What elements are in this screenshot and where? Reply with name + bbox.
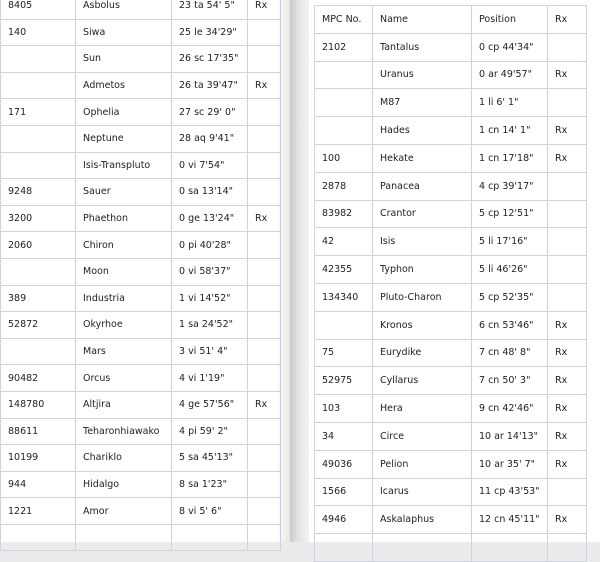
table-row bbox=[315, 228, 587, 256]
mpc-cell: 49036 bbox=[315, 450, 373, 478]
position-cell: 10 ar 14'13" bbox=[472, 422, 548, 450]
header-name: Name bbox=[373, 6, 472, 34]
mpc-cell: 944 bbox=[1, 471, 76, 498]
table-row bbox=[315, 478, 587, 506]
position-cell bbox=[172, 524, 248, 551]
name-cell: Isis-Transpluto bbox=[76, 152, 172, 179]
rx-cell: Rx bbox=[548, 367, 587, 395]
table-row bbox=[1, 125, 281, 152]
name-cell: Industria bbox=[76, 285, 172, 312]
position-cell: 4 pi 59' 2" bbox=[172, 418, 248, 445]
name-cell: Askalaphus bbox=[373, 506, 472, 534]
mpc-cell bbox=[1, 258, 76, 285]
position-cell: 5 cp 52'35" bbox=[472, 283, 548, 311]
name-cell: Hidalgo bbox=[76, 471, 172, 498]
position-cell: 5 sa 45'13" bbox=[172, 445, 248, 472]
position-cell: 12 cn 45'11" bbox=[472, 506, 548, 534]
name-cell: Amor bbox=[76, 498, 172, 525]
mpc-cell: 9248 bbox=[1, 179, 76, 206]
rx-cell: Rx bbox=[248, 72, 281, 99]
table-row bbox=[1, 152, 281, 179]
mpc-cell: 1566 bbox=[315, 478, 373, 506]
table-row bbox=[1, 205, 281, 232]
rx-cell: Rx bbox=[548, 395, 587, 423]
table-row bbox=[1, 285, 281, 312]
mpc-cell: 42 bbox=[315, 228, 373, 256]
rx-cell bbox=[548, 172, 587, 200]
mpc-cell: 2878 bbox=[315, 172, 373, 200]
name-cell: Tantalus bbox=[373, 33, 472, 61]
mpc-cell: 88611 bbox=[1, 418, 76, 445]
mpc-cell: 2060 bbox=[1, 232, 76, 259]
position-cell: 10 ar 35' 7" bbox=[472, 450, 548, 478]
table-row bbox=[1, 46, 281, 73]
left-page bbox=[0, 0, 290, 542]
position-cell: 4 cp 39'17" bbox=[472, 172, 548, 200]
position-cell: 4 ge 57'56" bbox=[172, 391, 248, 418]
name-cell: Isis bbox=[373, 228, 472, 256]
name-cell: Okyrhoe bbox=[76, 312, 172, 339]
mpc-cell: 90482 bbox=[1, 365, 76, 392]
table-row bbox=[315, 144, 587, 172]
table-row bbox=[315, 311, 587, 339]
table-row bbox=[1, 19, 281, 46]
position-cell: 1 vi 14'52" bbox=[172, 285, 248, 312]
table-row bbox=[1, 258, 281, 285]
name-cell: M87 bbox=[373, 89, 472, 117]
mpc-cell: 52975 bbox=[315, 367, 373, 395]
name-cell: Mars bbox=[76, 338, 172, 365]
position-cell: 5 li 17'16" bbox=[472, 228, 548, 256]
header-position: Position bbox=[472, 6, 548, 34]
mpc-cell: 134340 bbox=[315, 283, 373, 311]
mpc-cell: 42355 bbox=[315, 256, 373, 284]
position-cell: 0 sa 13'14" bbox=[172, 179, 248, 206]
table-row bbox=[1, 0, 281, 19]
name-cell: Siwa bbox=[76, 19, 172, 46]
position-cell: 5 cp 12'51" bbox=[472, 200, 548, 228]
table-row bbox=[315, 422, 587, 450]
name-cell: Sun bbox=[76, 46, 172, 73]
table-row bbox=[315, 89, 587, 117]
rx-cell: Rx bbox=[248, 391, 281, 418]
rx-cell: Rx bbox=[548, 422, 587, 450]
table-row bbox=[315, 33, 587, 61]
rx-cell bbox=[548, 228, 587, 256]
name-cell: Chiron bbox=[76, 232, 172, 259]
position-cell: 7 cn 48' 8" bbox=[472, 339, 548, 367]
mpc-cell: 103 bbox=[315, 395, 373, 423]
name-cell: Admetos bbox=[76, 72, 172, 99]
position-cell: 0 cp 44'34" bbox=[472, 33, 548, 61]
name-cell: Kronos bbox=[373, 311, 472, 339]
name-cell: Circe bbox=[373, 422, 472, 450]
table-row bbox=[315, 117, 587, 145]
position-cell: 6 cn 53'46" bbox=[472, 311, 548, 339]
position-cell: 8 sa 1'23" bbox=[172, 471, 248, 498]
position-cell: 1 cn 14' 1" bbox=[472, 117, 548, 145]
mpc-cell bbox=[315, 61, 373, 89]
name-cell: Moon bbox=[76, 258, 172, 285]
position-cell: 7 cn 50' 3" bbox=[472, 367, 548, 395]
name-cell: Crantor bbox=[373, 200, 472, 228]
name-cell: Pelion bbox=[373, 450, 472, 478]
name-cell bbox=[373, 534, 472, 562]
mpc-cell: 171 bbox=[1, 99, 76, 126]
name-cell: Panacea bbox=[373, 172, 472, 200]
position-cell: 0 pi 40'28" bbox=[172, 232, 248, 259]
mpc-cell: 389 bbox=[1, 285, 76, 312]
table-row bbox=[1, 72, 281, 99]
right-table-header bbox=[315, 6, 587, 34]
position-cell: 0 vi 58'37" bbox=[172, 258, 248, 285]
left-positions-table bbox=[0, 0, 281, 551]
rx-cell: Rx bbox=[548, 117, 587, 145]
table-row bbox=[1, 232, 281, 259]
rx-cell: Rx bbox=[248, 205, 281, 232]
table-row bbox=[1, 445, 281, 472]
position-cell: 8 vi 5' 6" bbox=[172, 498, 248, 525]
right-page bbox=[309, 0, 600, 542]
mpc-cell: 34 bbox=[315, 422, 373, 450]
table-row bbox=[1, 471, 281, 498]
right-positions-table bbox=[314, 5, 587, 562]
page-gutter bbox=[290, 0, 309, 542]
mpc-cell bbox=[1, 125, 76, 152]
name-cell: Ophelia bbox=[76, 99, 172, 126]
mpc-cell bbox=[1, 72, 76, 99]
table-row bbox=[315, 395, 587, 423]
table-row bbox=[1, 99, 281, 126]
position-cell: 26 ta 39'47" bbox=[172, 72, 248, 99]
position-cell: 1 li 6' 1" bbox=[472, 89, 548, 117]
left-table-body bbox=[1, 0, 281, 551]
name-cell: Altjira bbox=[76, 391, 172, 418]
name-cell: Pluto-Charon bbox=[373, 283, 472, 311]
rx-cell bbox=[548, 200, 587, 228]
mpc-cell bbox=[1, 46, 76, 73]
name-cell: Eurydike bbox=[373, 339, 472, 367]
name-cell: Typhon bbox=[373, 256, 472, 284]
rx-cell: Rx bbox=[248, 0, 281, 19]
position-cell: 28 aq 9'41" bbox=[172, 125, 248, 152]
table-row bbox=[315, 172, 587, 200]
table-row bbox=[1, 418, 281, 445]
header-row bbox=[315, 6, 587, 34]
rx-cell bbox=[548, 478, 587, 506]
name-cell: Hades bbox=[373, 117, 472, 145]
position-cell: 0 ar 49'57" bbox=[472, 61, 548, 89]
right-table-body bbox=[315, 33, 587, 561]
position-cell: 11 cp 43'53" bbox=[472, 478, 548, 506]
position-cell: 1 cn 17'18" bbox=[472, 144, 548, 172]
table-row bbox=[315, 339, 587, 367]
rx-cell: Rx bbox=[548, 61, 587, 89]
position-cell: 3 vi 51' 4" bbox=[172, 338, 248, 365]
rx-cell: Rx bbox=[548, 144, 587, 172]
position-cell: 1 sa 24'52" bbox=[172, 312, 248, 339]
mpc-cell bbox=[315, 117, 373, 145]
mpc-cell bbox=[1, 152, 76, 179]
mpc-cell: 52872 bbox=[1, 312, 76, 339]
position-cell: 9 cn 42'46" bbox=[472, 395, 548, 423]
table-row bbox=[1, 391, 281, 418]
position-cell: 5 li 46'26" bbox=[472, 256, 548, 284]
table-row bbox=[315, 506, 587, 534]
table-row bbox=[1, 498, 281, 525]
name-cell: Uranus bbox=[373, 61, 472, 89]
mpc-cell bbox=[315, 89, 373, 117]
name-cell: Chariklo bbox=[76, 445, 172, 472]
rx-cell bbox=[548, 256, 587, 284]
rx-cell: Rx bbox=[548, 506, 587, 534]
mpc-cell: 148780 bbox=[1, 391, 76, 418]
table-row bbox=[315, 256, 587, 284]
name-cell: Phaethon bbox=[76, 205, 172, 232]
header-rx: Rx bbox=[548, 6, 587, 34]
name-cell: Hera bbox=[373, 395, 472, 423]
table-row bbox=[1, 312, 281, 339]
name-cell: Orcus bbox=[76, 365, 172, 392]
table-row bbox=[315, 534, 587, 562]
position-cell: 4 vi 1'19" bbox=[172, 365, 248, 392]
name-cell bbox=[76, 524, 172, 551]
table-row bbox=[1, 524, 281, 551]
mpc-cell: 140 bbox=[1, 19, 76, 46]
table-row bbox=[315, 283, 587, 311]
page-curl-shadow bbox=[276, 0, 290, 542]
mpc-cell bbox=[1, 524, 76, 551]
name-cell: Hekate bbox=[373, 144, 472, 172]
position-cell bbox=[472, 534, 548, 562]
mpc-cell: 8405 bbox=[1, 0, 76, 19]
mpc-cell bbox=[315, 534, 373, 562]
rx-cell bbox=[548, 534, 587, 562]
mpc-cell bbox=[315, 311, 373, 339]
header-mpc: MPC No. bbox=[315, 6, 373, 34]
table-row bbox=[315, 450, 587, 478]
name-cell: Teharonhiawako bbox=[76, 418, 172, 445]
mpc-cell: 4946 bbox=[315, 506, 373, 534]
mpc-cell: 75 bbox=[315, 339, 373, 367]
rx-cell: Rx bbox=[548, 450, 587, 478]
mpc-cell: 83982 bbox=[315, 200, 373, 228]
position-cell: 0 vi 7'54" bbox=[172, 152, 248, 179]
table-row bbox=[1, 365, 281, 392]
rx-cell: Rx bbox=[548, 339, 587, 367]
mpc-cell: 10199 bbox=[1, 445, 76, 472]
table-row bbox=[315, 367, 587, 395]
position-cell: 0 ge 13'24" bbox=[172, 205, 248, 232]
position-cell: 25 le 34'29" bbox=[172, 19, 248, 46]
position-cell: 23 ta 54' 5" bbox=[172, 0, 248, 19]
rx-cell bbox=[548, 33, 587, 61]
name-cell: Asbolus bbox=[76, 0, 172, 19]
name-cell: Sauer bbox=[76, 179, 172, 206]
table-row bbox=[1, 179, 281, 206]
mpc-cell: 100 bbox=[315, 144, 373, 172]
rx-cell: Rx bbox=[548, 311, 587, 339]
position-cell: 27 sc 29' 0" bbox=[172, 99, 248, 126]
name-cell: Neptune bbox=[76, 125, 172, 152]
name-cell: Cyllarus bbox=[373, 367, 472, 395]
table-row bbox=[315, 200, 587, 228]
mpc-cell: 2102 bbox=[315, 33, 373, 61]
position-cell: 26 sc 17'35" bbox=[172, 46, 248, 73]
table-row bbox=[1, 338, 281, 365]
mpc-cell: 1221 bbox=[1, 498, 76, 525]
rx-cell bbox=[548, 283, 587, 311]
mpc-cell bbox=[1, 338, 76, 365]
rx-cell bbox=[548, 89, 587, 117]
mpc-cell: 3200 bbox=[1, 205, 76, 232]
name-cell: Icarus bbox=[373, 478, 472, 506]
table-row bbox=[315, 61, 587, 89]
